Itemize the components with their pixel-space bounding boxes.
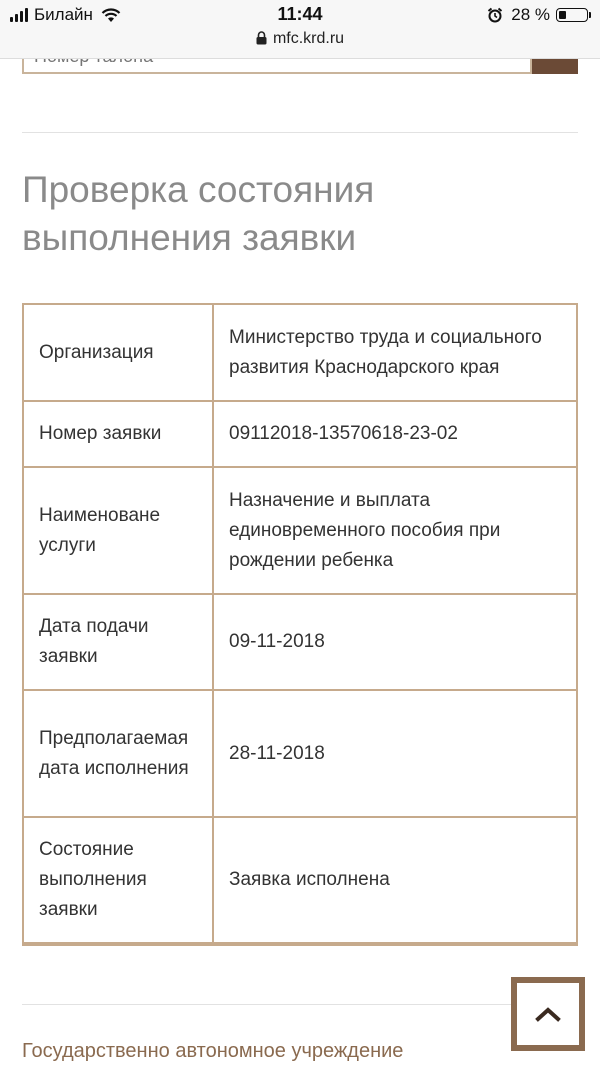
row-value: Заявка исполнена (213, 817, 577, 944)
table-row (23, 594, 577, 690)
address-bar[interactable] (0, 30, 600, 48)
divider (22, 1004, 578, 1005)
row-label: Предполагаемая дата исполнения (23, 690, 213, 817)
alarm-icon (487, 7, 503, 23)
table-row (23, 690, 577, 817)
row-label: Организация (23, 304, 213, 401)
status-bar (0, 0, 600, 59)
table-row (23, 304, 577, 401)
lock-icon (256, 31, 267, 45)
row-label: Наименоване услуги (23, 467, 213, 594)
page-title: Проверка состояния выполнения заявки (22, 169, 375, 258)
scroll-to-top-button[interactable] (511, 977, 585, 1051)
battery-percent: 28 % (511, 5, 550, 24)
chevron-up-icon (535, 1006, 561, 1022)
table-row (23, 401, 577, 467)
row-value: 28-11-2018 (213, 690, 577, 817)
status-right (487, 5, 588, 25)
row-value: 09112018-13570618-23-02 (213, 401, 577, 467)
clock: 11:44 (277, 4, 323, 24)
row-label: Дата подачи заявки (23, 594, 213, 690)
url-text: mfc.krd.ru (272, 30, 345, 47)
battery-icon (556, 8, 588, 22)
row-value: 09-11-2018 (213, 594, 577, 690)
application-status-table (22, 303, 578, 946)
divider (22, 132, 578, 133)
row-label: Номер заявки (23, 401, 213, 467)
row-value: Назначение и выплата единовременного пособия при рождении ребенка (213, 467, 577, 594)
row-label: Состояние выполнения заявки (23, 817, 213, 944)
row-value: Министерство труда и социального развития Краснодарского края (213, 304, 577, 401)
table-row (23, 467, 577, 594)
footer-organization: Государственно автономное учреждение (22, 1040, 404, 1062)
table-row (23, 817, 577, 944)
carrier-name: Билайн (34, 5, 93, 24)
